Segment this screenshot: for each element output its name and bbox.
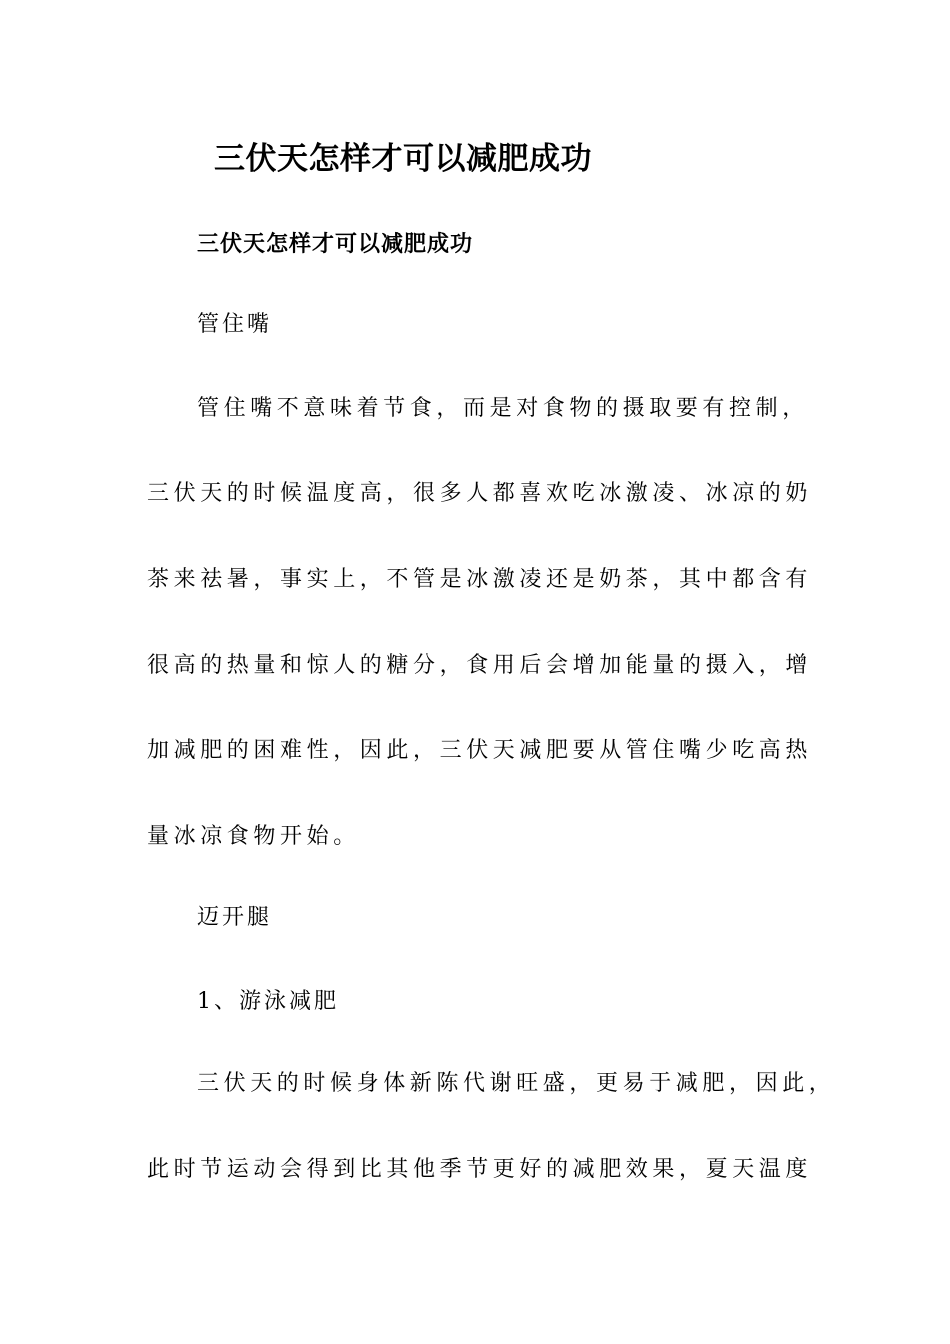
section-heading-mai-kai-tui: 迈开腿 [197, 905, 273, 930]
paragraph-line: 加减肥的困难性，因此，三伏天减肥要从管住嘴少吃高热 [147, 738, 813, 763]
document-subtitle: 三伏天怎样才可以减肥成功 [197, 232, 474, 257]
paragraph-line: 量冰凉食物开始。 [147, 824, 360, 849]
paragraph-line: 三伏天的时候温度高，很多人都喜欢吃冰激凌、冰凉的奶 [147, 481, 813, 506]
subsection-heading-swimming: 1、游泳减肥 [197, 989, 339, 1014]
paragraph-line: 管住嘴不意味着节食，而是对食物的摄取要有控制， [197, 396, 809, 421]
paragraph-line: 茶来祛暑，事实上，不管是冰激凌还是奶茶，其中都含有 [147, 567, 813, 592]
section-heading-guan-zhu-zui: 管住嘴 [197, 312, 273, 337]
paragraph-line: 此时节运动会得到比其他季节更好的减肥效果，夏天温度 [147, 1157, 813, 1182]
paragraph-line: 很高的热量和惊人的糖分，食用后会增加能量的摄入，增 [147, 653, 813, 678]
document-title: 三伏天怎样才可以减肥成功 [214, 141, 592, 177]
paragraph-line: 三伏天的时候身体新陈代谢旺盛，更易于减肥，因此， [197, 1071, 836, 1096]
